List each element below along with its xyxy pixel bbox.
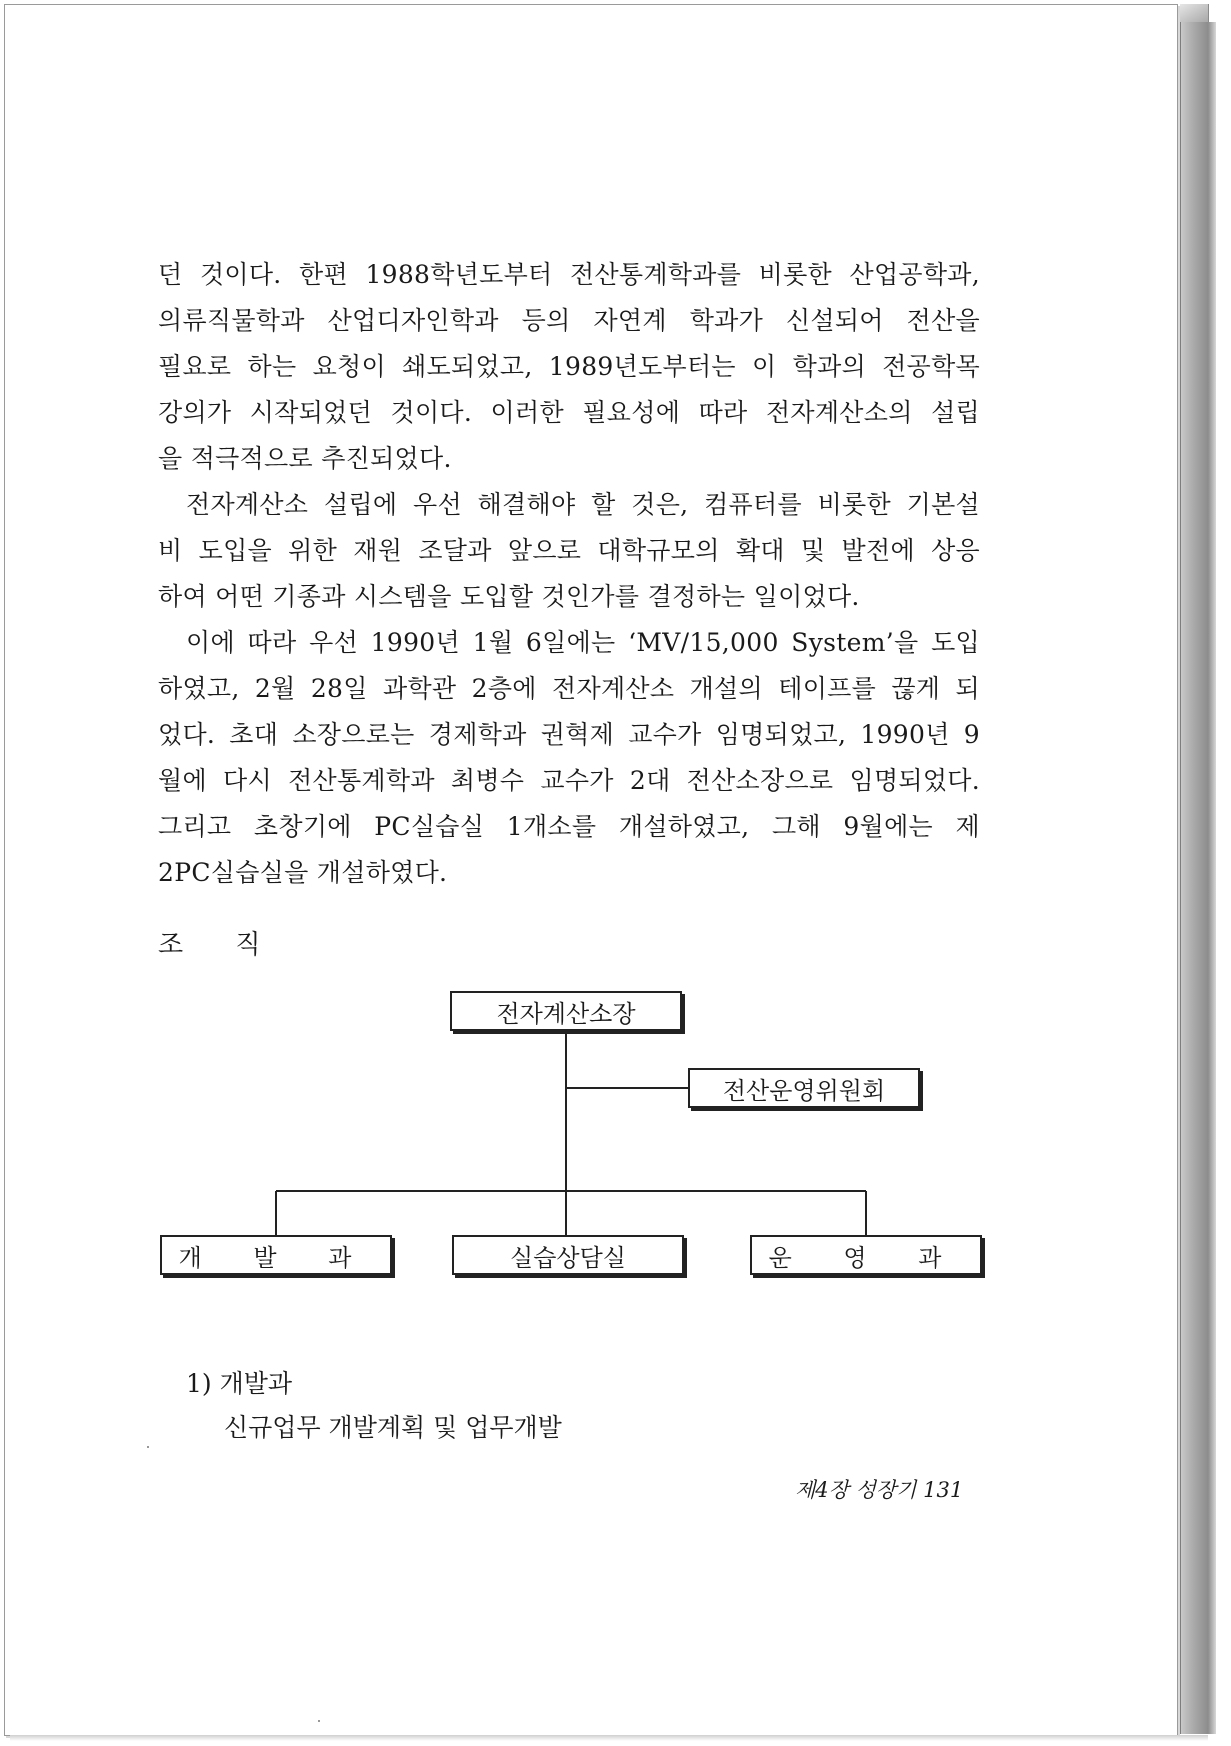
list-item-description: 신규업무 개발계획 및 업무개발 xyxy=(224,1413,562,1442)
org-box-lab-counseling: 실습상담실 xyxy=(452,1235,684,1275)
page-edge xyxy=(1180,4,1209,1734)
paragraph-1 xyxy=(158,252,980,482)
org-chart xyxy=(150,985,1000,1285)
footer-page-number: 131 xyxy=(923,1478,964,1502)
text-line: 의류직물학과 산업디자인학과 등의 자연계 학과가 신설되어 전산을 xyxy=(158,306,980,335)
paragraph-2 xyxy=(158,482,980,620)
scan-speck xyxy=(147,1446,149,1448)
list-section xyxy=(186,1362,562,1450)
footer-chapter: 제4장 성장기 xyxy=(795,1478,917,1502)
org-box-committee: 전산운영위원회 xyxy=(688,1068,920,1108)
section-heading: 조 직 xyxy=(158,930,283,960)
text-line: 을 적극적으로 추진되었다. xyxy=(158,444,452,473)
text-line: 하여 어떤 기종과 시스템을 도입할 것인가를 결정하는 일이었다. xyxy=(158,582,860,611)
scan-speck xyxy=(318,1720,320,1722)
text-line: 강의가 시작되었던 것이다. 이러한 필요성에 따라 전자계산소의 설립 xyxy=(158,398,980,427)
text-line: 었다. 초대 소장으로는 경제학과 권혁제 교수가 임명되었고, 1990년 9 xyxy=(158,720,980,749)
org-box-operations: 운 영 과 xyxy=(750,1235,982,1275)
text-line: 필요로 하는 요청이 쇄도되었고, 1989년도부터는 이 학과의 전공학목 xyxy=(158,352,980,381)
text-line: 이에 따라 우선 1990년 1월 6일에는 ‘MV/15,000 System’을 도입 xyxy=(186,628,980,657)
text-line: 하였고, 2월 28일 과학관 2층에 전자계산소 개설의 테이프를 끊게 되 xyxy=(158,674,980,703)
org-box-director: 전자계산소장 xyxy=(450,991,682,1031)
org-box-development: 개 발 과 xyxy=(160,1235,392,1275)
page-edge-corner xyxy=(1180,4,1208,22)
text-line: 그리고 초창기에 PC실습실 1개소를 개설하였고, 그해 9월에는 제 xyxy=(158,812,980,841)
text-line: 월에 다시 전산통계학과 최병수 교수가 2대 전산소장으로 임명되었다. xyxy=(158,766,980,795)
body-text xyxy=(158,252,980,896)
text-line: 던 것이다. 한편 1988학년도부터 전산통계학과를 비롯한 산업공학과, xyxy=(158,260,980,289)
page-footer xyxy=(795,1474,963,1504)
text-line: 비 도입을 위한 재원 조달과 앞으로 대학규모의 확대 및 발전에 상응 xyxy=(158,536,980,565)
page-bottom-shadow xyxy=(10,1735,1208,1741)
text-line: 전자계산소 설립에 우선 해결해야 할 것은, 컴퓨터를 비롯한 기본설 xyxy=(186,490,980,519)
paragraph-3 xyxy=(158,620,980,896)
text-line: 2PC실습실을 개설하였다. xyxy=(158,858,448,887)
page-edge-shadow xyxy=(1208,22,1216,1734)
list-item-title: 1) 개발과 xyxy=(186,1369,293,1398)
